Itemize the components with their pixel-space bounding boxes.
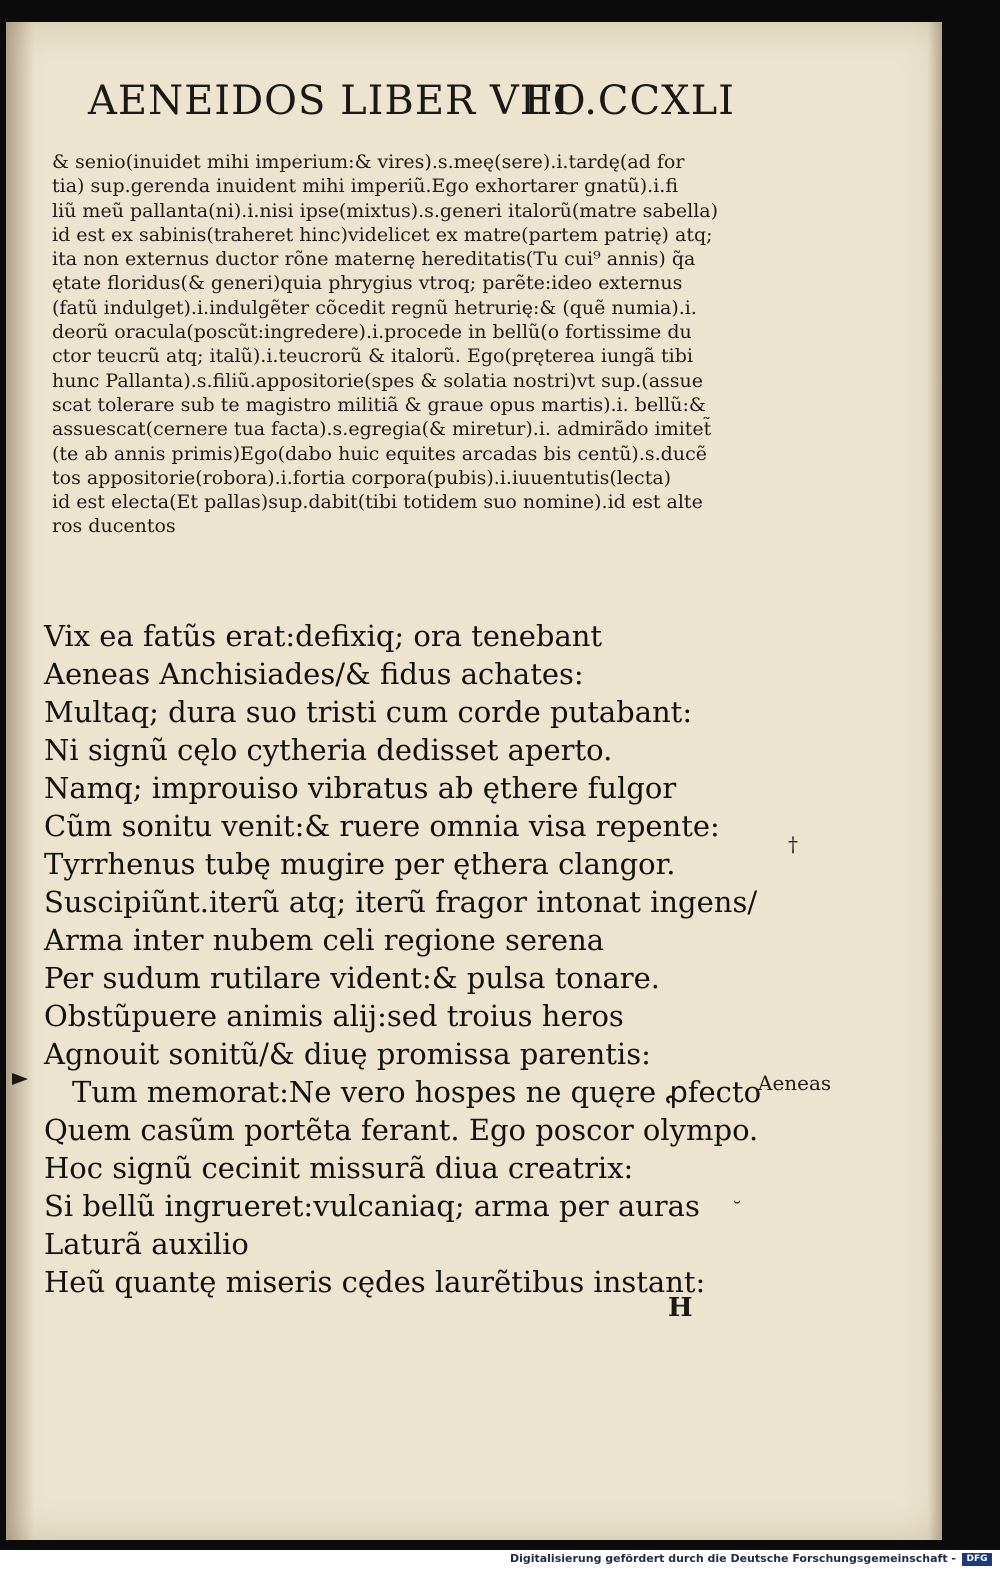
commentary-line: ctor teucrũ atq; italũ).i.teucrorũ & italorũ. Ego(pręterea iungã tibi xyxy=(52,345,693,368)
verse-line: Heũ quantę miseris cędes laurẽtibus instant: xyxy=(44,1265,706,1299)
verse-line: Multaq; dura suo tristi cum corde putabant: xyxy=(44,695,693,729)
verse-line: Namq; improuiso vibratus ab ęthere fulgor xyxy=(44,771,677,805)
dfg-logo: DFG xyxy=(962,1553,992,1566)
commentary-line: & senio(inuidet mihi imperium:& vires).s.meę(sere).i.tardę(ad for xyxy=(52,151,685,173)
commentary-block xyxy=(52,150,764,539)
footer-credit: Digitalisierung gefördert durch die Deutsche Forschungsgemeinschaft - xyxy=(509,1552,956,1565)
verse-line: Ni signũ cęlo cytheria dedisset aperto. xyxy=(44,733,613,767)
commentary-line: id est electa(Et pallas)sup.dabit(tibi totidem suo nomine).id est alte xyxy=(52,491,703,514)
marginal-flourish-icon: † xyxy=(788,832,798,856)
verse-line: Agnouit sonitũ/& diuę promissa parentis: xyxy=(44,1037,651,1071)
commentary-line: scat tolerare sub te magistro militiã & graue opus martis).i. bellũ:& xyxy=(52,393,706,416)
signature-mark: H xyxy=(668,1293,693,1323)
verse-line: Aeneas Anchisiades/& fidus achates: xyxy=(44,657,584,691)
commentary-line: tos appositorie(robora).i.fortia corpora(pubis).i.iuuentutis(lecta) xyxy=(52,466,672,489)
pointer-mark-icon xyxy=(12,1073,28,1085)
verse-line: Tyrrhenus tubę mugire per ęthera clangor. xyxy=(44,847,676,881)
commentary-line: (te ab annis primis)Ego(dabo huic equites arcadas bis centũ).s.ducẽ xyxy=(52,442,707,465)
verse-line: Per sudum rutilare vident:& pulsa tonare. xyxy=(44,961,660,995)
page-edge-shadow xyxy=(928,22,942,1540)
verse-line: Si bellũ ingrueret:vulcaniaq; arma per auras xyxy=(44,1189,700,1223)
marginal-flourish-icon: ˘ xyxy=(732,1197,742,1221)
verse-line: Hoc signũ cecinit missurã diua creatrix: xyxy=(44,1151,634,1185)
folio-number: FO.CCXLI xyxy=(524,78,735,124)
marginal-note: Aeneas xyxy=(758,1071,832,1095)
verse-line: Arma inter nubem celi regione serena xyxy=(44,923,605,957)
commentary-line: id est ex sabinis(traheret hinc)videlicet ex matre(partem patrię) atq; xyxy=(52,223,713,246)
commentary-line: tia) sup.gerenda inuident mihi imperiũ.Ego exhortarer gnatũ).i.fi xyxy=(52,175,678,198)
verse-line: Cũm sonitu venit:& ruere omnia visa repente: xyxy=(44,809,720,843)
commentary-line: ros ducentos xyxy=(52,515,176,538)
verse-line: Vix ea fatũs erat:defixiq; ora tenebant xyxy=(44,619,603,653)
commentary-line: ętate floridus(& generi)quia phrygius vtroq; parẽte:ideo externus xyxy=(52,272,683,295)
commentary-line: assuescat(cernere tua facta).s.egregia(& miretur).i. admirãdo imitet̃ xyxy=(52,418,712,441)
verse-line: Laturã auxilio xyxy=(44,1227,249,1261)
verse-line: Obstũpuere animis alij:sed troius heros xyxy=(44,999,624,1033)
verse-line: Suscipiũnt.iterũ atq; iterũ fragor intonat ingens/ xyxy=(44,885,758,919)
verse-line: Tum memorat:Ne vero hospes ne quęre ꝓfecto xyxy=(72,1075,762,1109)
commentary-line: hunc Pallanta).s.filiũ.appositorie(spes & solatia nostri)vt sup.(assue xyxy=(52,369,704,392)
verse-line: Quem casũm portẽta ferant. Ego poscor olympo. xyxy=(44,1113,759,1147)
running-title: AENEIDOS LIBER VIII xyxy=(88,78,571,124)
verse-block xyxy=(44,617,764,1301)
page-gutter-shadow xyxy=(6,22,34,1540)
commentary-line: deorũ oracula(poscũt:ingredere).i.procede in bellũ(o fortissime du xyxy=(52,321,692,344)
commentary-line: (fatũ indulget).i.indulgẽter cõcedit regnũ hetrurię:& (quẽ numia).i. xyxy=(52,296,697,319)
commentary-line: liũ meũ pallanta(ni).i.nisi ipse(mixtus).s.generi italorũ(matre sabella) xyxy=(52,199,719,222)
page-header xyxy=(88,78,748,138)
commentary-line: ita non externus ductor rõne maternę hereditatis(Tu cui⁹ annis) q̃a xyxy=(52,248,696,271)
